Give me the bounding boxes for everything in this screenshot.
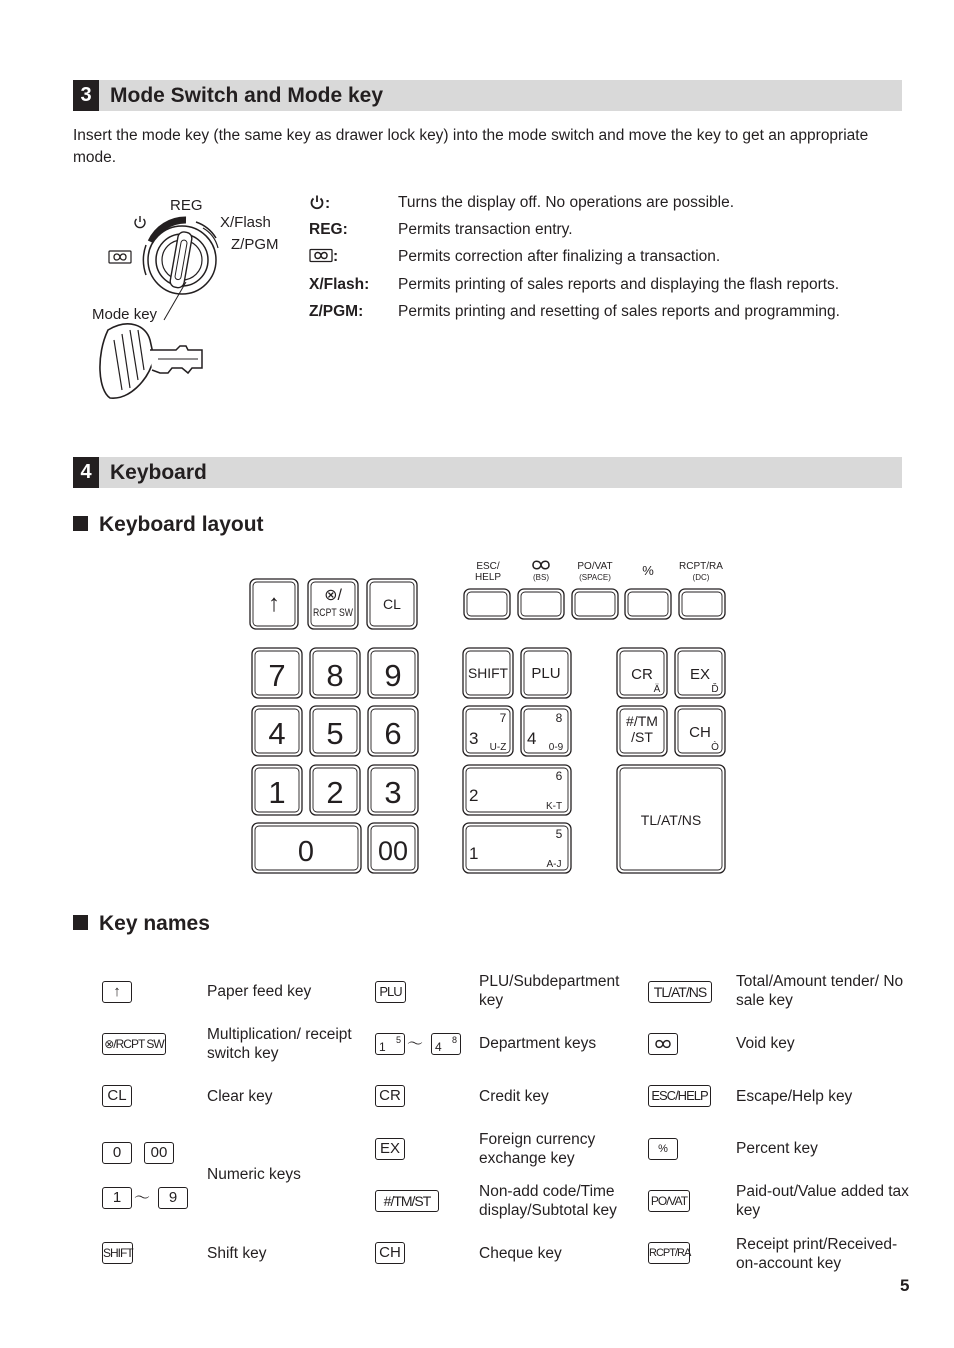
key-icon-exchange: EX <box>375 1138 405 1160</box>
key-icon-00: 00 <box>144 1142 174 1164</box>
key-desc-plu: PLU/Subdepartment key <box>479 973 620 1009</box>
key-0 <box>252 823 361 873</box>
svg-text:TL/AT/NS: TL/AT/NS <box>640 812 702 828</box>
svg-text:#/TM: #/TM <box>626 713 658 729</box>
key-4 <box>252 706 302 756</box>
svg-text:CH: CH <box>689 724 711 741</box>
label-zpgm: Z/PGM <box>231 236 279 253</box>
key-icon-percent: % <box>648 1138 678 1160</box>
key-icon-void <box>648 1033 678 1055</box>
key-icon-rcptra: RCPT/RA <box>648 1242 690 1264</box>
key-cheque <box>675 706 725 756</box>
svg-text:7: 7 <box>268 658 286 693</box>
key-desc-multiplication: Multiplication/ receipt switch key <box>207 1026 352 1062</box>
svg-text:1: 1 <box>268 775 286 810</box>
mode-desc-zpgm: Permits printing and resetting of sales reports and programming. <box>398 303 840 320</box>
key-2 <box>310 765 360 815</box>
label-bs: (BS) <box>533 573 549 582</box>
svg-text:0: 0 <box>297 836 315 868</box>
svg-text:Ò: Ò <box>711 742 719 753</box>
key-icon-cheque: CH <box>375 1242 405 1264</box>
key-desc-credit: Credit key <box>479 1088 549 1105</box>
key-desc-esc-help: Escape/Help key <box>736 1088 853 1105</box>
range-tilde: 〜 <box>134 1190 151 1207</box>
void-icon <box>653 1038 673 1050</box>
key-icon-9: 9 <box>158 1187 188 1209</box>
svg-text:6: 6 <box>555 769 563 783</box>
key-5 <box>310 706 360 756</box>
key-desc-total: Total/Amount tender/ No sale key <box>736 973 904 1009</box>
svg-text:0-9: 0-9 <box>548 742 564 753</box>
svg-text:2: 2 <box>326 775 344 810</box>
mode-desc-void: Permits correction after finalizing a transaction. <box>398 248 721 265</box>
svg-text:CR: CR <box>631 666 653 683</box>
key-icon-1: 1 <box>102 1187 132 1209</box>
range-tilde: 〜 <box>407 1036 424 1053</box>
svg-text:A-J: A-J <box>546 859 562 870</box>
key-00 <box>368 823 418 873</box>
svg-text:5: 5 <box>555 827 563 841</box>
mode-term-xflash: X/Flash: <box>309 276 370 293</box>
label-mode-key: Mode key <box>92 306 158 323</box>
key-total <box>617 765 725 873</box>
svg-text:4: 4 <box>527 729 537 748</box>
key-6 <box>368 706 418 756</box>
key-desc-tm-st: Non-add code/Time display/Subtotal key <box>479 1183 617 1219</box>
section-title: Keyboard <box>110 461 207 484</box>
svg-text:EX: EX <box>689 666 711 683</box>
svg-text:9: 9 <box>384 658 402 693</box>
section-title: Mode Switch and Mode key <box>110 84 384 107</box>
key-icon-esc-help: ESC/HELP <box>648 1085 711 1107</box>
key-credit <box>617 648 667 698</box>
mode-term-zpgm: Z/PGM: <box>309 303 364 320</box>
key-8 <box>310 648 360 698</box>
key-desc-percent: Percent key <box>736 1140 818 1157</box>
void-icon <box>533 561 549 569</box>
label-dc: (DC) <box>692 573 710 582</box>
svg-text:1: 1 <box>469 844 479 863</box>
svg-text:CL: CL <box>383 596 401 612</box>
key-3 <box>368 765 418 815</box>
key-desc-paper-feed: Paper feed key <box>207 983 312 1000</box>
mode-desc-off: Turns the display off. No operations are possible. <box>398 194 735 211</box>
keyboard-layout-heading: Keyboard layout <box>73 513 264 537</box>
label-povat: PO/VAT <box>577 561 613 572</box>
key-plu <box>521 648 571 698</box>
key-desc-void: Void key <box>736 1035 795 1052</box>
key-multiplication <box>308 579 358 629</box>
key-desc-shift: Shift key <box>207 1245 267 1262</box>
svg-text:RCPT SW: RCPT SW <box>313 607 354 619</box>
svg-text:5: 5 <box>326 716 344 751</box>
key-clear <box>367 579 417 629</box>
key-desc-clear: Clear key <box>207 1088 273 1105</box>
svg-text:Ď: Ď <box>711 684 719 695</box>
key-void <box>518 589 564 619</box>
svg-text:00: 00 <box>377 836 409 866</box>
mode-desc-xflash: Permits printing of sales reports and displaying the flash reports. <box>398 276 840 293</box>
svg-text:SHIFT: SHIFT <box>468 665 509 681</box>
svg-text:↑: ↑ <box>268 590 280 617</box>
mode-term-reg: REG: <box>309 221 348 238</box>
label-rcptra: RCPT/RA <box>679 561 723 572</box>
section-number: 3 <box>73 80 99 111</box>
svg-text:8: 8 <box>555 711 563 725</box>
key-rcptra <box>679 589 725 619</box>
key-dept-3 <box>463 706 513 756</box>
key-desc-rcptra: Receipt print/Received-on-account key <box>736 1236 898 1272</box>
svg-text:6: 6 <box>384 716 402 751</box>
key-icon-0: 0 <box>102 1142 132 1164</box>
svg-text:⊗/: ⊗/ <box>324 587 342 604</box>
label-percent: % <box>642 563 654 578</box>
bullet-square-icon <box>73 915 88 930</box>
key-desc-exchange: Foreign currency exchange key <box>479 1131 596 1167</box>
key-icon-paper-feed: ↑ <box>102 981 132 1003</box>
key-dept-4 <box>521 706 571 756</box>
key-tm-st <box>617 706 667 756</box>
key-dept-1 <box>463 823 571 873</box>
key-9 <box>368 648 418 698</box>
key-exchange <box>675 648 725 698</box>
key-icon-multiplication: ⊗/RCPT SW <box>102 1033 166 1055</box>
key-icon-dept-1: 1 5 <box>375 1033 405 1055</box>
key-desc-department: Department keys <box>479 1035 597 1052</box>
key-desc-cheque: Cheque key <box>479 1245 562 1262</box>
key-paper-feed <box>250 579 298 629</box>
key-icon-credit: CR <box>375 1085 405 1107</box>
svg-text:8: 8 <box>326 658 344 693</box>
svg-text:3: 3 <box>469 729 479 748</box>
section-number: 4 <box>73 457 99 488</box>
key-percent <box>625 589 671 619</box>
key-povat <box>572 589 618 619</box>
label-help: HELP <box>474 572 502 583</box>
svg-text:PLU: PLU <box>531 665 561 682</box>
svg-text:Ä: Ä <box>653 684 661 695</box>
svg-text:U-Z: U-Z <box>489 742 507 753</box>
page-number: 5 <box>900 1276 910 1295</box>
key-dept-2 <box>463 765 571 815</box>
key-names-heading: Key names <box>73 912 210 936</box>
key-icon-shift: SHIFT <box>102 1242 133 1264</box>
mode-term-void: : <box>309 248 338 266</box>
label-esc: ESC/ <box>476 561 500 572</box>
key-desc-numeric: Numeric keys <box>207 1166 301 1183</box>
svg-text:7: 7 <box>499 711 507 725</box>
key-icon-total: TL/AT/NS <box>648 981 712 1003</box>
svg-text:/ST: /ST <box>631 729 653 745</box>
key-7 <box>252 648 302 698</box>
section-3-intro: Insert the mode key (the same key as drawer lock key) into the mode switch and move the key to get an appropriate mode. <box>73 127 869 166</box>
mode-term-off: : <box>309 194 330 213</box>
svg-text:K-T: K-T <box>545 801 563 812</box>
key-esc-help <box>464 589 510 619</box>
key-icon-clear: CL <box>102 1085 132 1107</box>
key-icon-plu: PLU <box>375 981 406 1003</box>
key-shift <box>463 648 513 698</box>
svg-text:4: 4 <box>268 716 286 751</box>
key-icon-povat: PO/VAT <box>648 1190 690 1212</box>
mode-desc-reg: Permits transaction entry. <box>398 221 573 238</box>
svg-text:3: 3 <box>384 775 402 810</box>
svg-text:2: 2 <box>469 786 479 805</box>
key-icon-dept-4: 4 8 <box>431 1033 461 1055</box>
label-space: (SPACE) <box>579 573 611 582</box>
key-1 <box>252 765 302 815</box>
label-xflash: X/Flash <box>220 214 271 231</box>
key-icon-tm-st: #/TM/ST <box>375 1190 439 1212</box>
label-reg: REG <box>170 197 203 214</box>
key-desc-povat: Paid-out/Value added tax key <box>736 1183 909 1219</box>
